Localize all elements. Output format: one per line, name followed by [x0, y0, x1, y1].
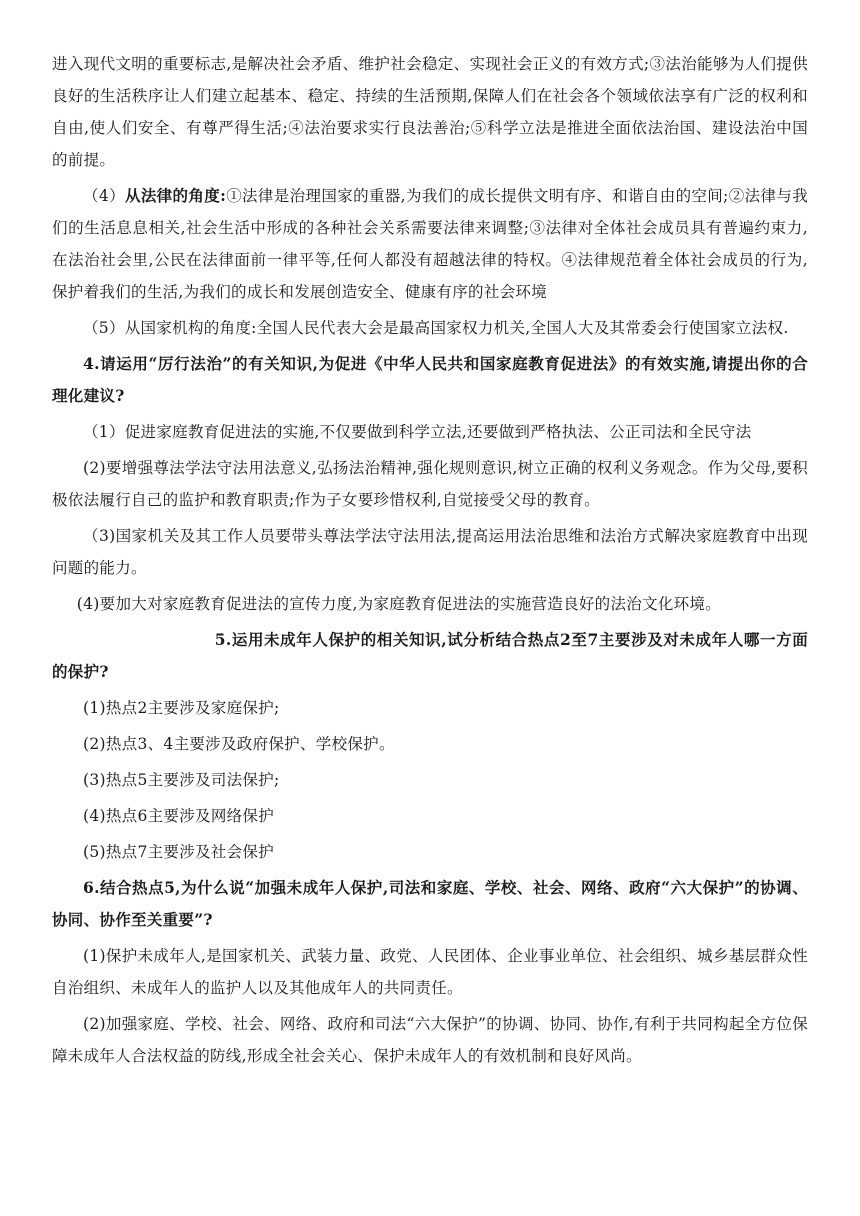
bold-heading: 从法律的角度:	[124, 186, 227, 205]
question-4: 4.请运用“厉行法治”的有关知识,为促进《中华人民共和国家庭教育促进法》的有效实施,请提出你的合理化建议?	[52, 354, 808, 405]
question-5: 5.运用未成年人保护的相关知识,试分析结合热点2至7主要涉及对未成年人哪一方面的保护?	[52, 630, 808, 681]
paragraph-body: ①法律是治理国家的重器,为我们的成长提供文明有序、和谐自由的空间;②法律与我们的生活息息相关,社会生活中形成的各种社会关系需要法律来调整;③法律对全体社会成员具有普遍约束力,在法治社会里,公民在法律面前一律平等,任何人都没有超越法律的特权。④法律规范着全体社会成员的行为,保护着我们的生活,为我们的成长和发展创造安全、健康有序的社会环境	[52, 187, 808, 301]
answer-4-4: (4)要加大对家庭教育促进法的宣传力度,为家庭教育促进法的实施营造良好的法治文化环境。	[76, 595, 722, 613]
answer-5-3: (3)热点5主要涉及司法保护;	[83, 771, 280, 789]
paragraph-continuation: 进入现代文明的重要标志,是解决社会矛盾、维护社会稳定、实现社会正义的有效方式;③法治能够为人们提供良好的生活秩序让人们建立起基本、稳定、持续的生活预期,保障人们在社会各个领域依法享有广泛的权利和自由,使人们安全、有尊严得生活;④法治要求实行良法善治;⑤科学立法是推进全面依法治国、建设法治中国的前提。	[52, 55, 808, 169]
answer-4-2: (2)要增强尊法学法守法用法意义,弘扬法治精神,强化规则意识,树立正确的权利义务观念。作为父母,要积极依法履行自己的监护和教育职责;作为子女要珍惜权利,自觉接受父母的教育。	[52, 459, 808, 509]
answer-5-5: (5)热点7主要涉及社会保护	[83, 843, 275, 861]
paragraph-state-organ: （5）从国家机构的角度:全国人民代表大会是最高国家权力机关,全国人大及其常委会行使国家立法权.	[83, 319, 789, 337]
answer-4-1: （1）促进家庭教育促进法的实施,不仅要做到科学立法,还要做到严格执法、公正司法和全民守法	[83, 423, 752, 441]
question-6: 6.结合热点5,为什么说“加强未成年人保护,司法和家庭、学校、社会、网络、政府“六大保护”的协调、协同、协作至关重要”?	[52, 878, 808, 929]
answer-5-4: (4)热点6主要涉及网络保护	[83, 807, 275, 825]
answer-4-3: （3)国家机关及其工作人员要带头尊法学法守法用法,提高运用法治思维和法治方式解决家庭教育中出现问题的能力。	[52, 527, 808, 577]
answer-5-1: (1)热点2主要涉及家庭保护;	[83, 699, 280, 717]
answer-6-1: (1)保护未成年人,是国家机关、武装力量、政党、人民团体、企业事业单位、社会组织、城乡基层群众性自治组织、未成年人的监护人以及其他成年人的共同责任。	[52, 947, 808, 997]
item-number: （4）	[83, 187, 125, 205]
answer-5-2: (2)热点3、4主要涉及政府保护、学校保护。	[83, 735, 395, 753]
paragraph-law-perspective	[52, 180, 808, 308]
answer-6-2: (2)加强家庭、学校、社会、网络、政府和司法“六大保护”的协调、协同、协作,有利于共同构起全方位保障未成年人合法权益的防线,形成全社会关心、保护未成年人的有效机制和良好风尚。	[52, 1015, 808, 1065]
